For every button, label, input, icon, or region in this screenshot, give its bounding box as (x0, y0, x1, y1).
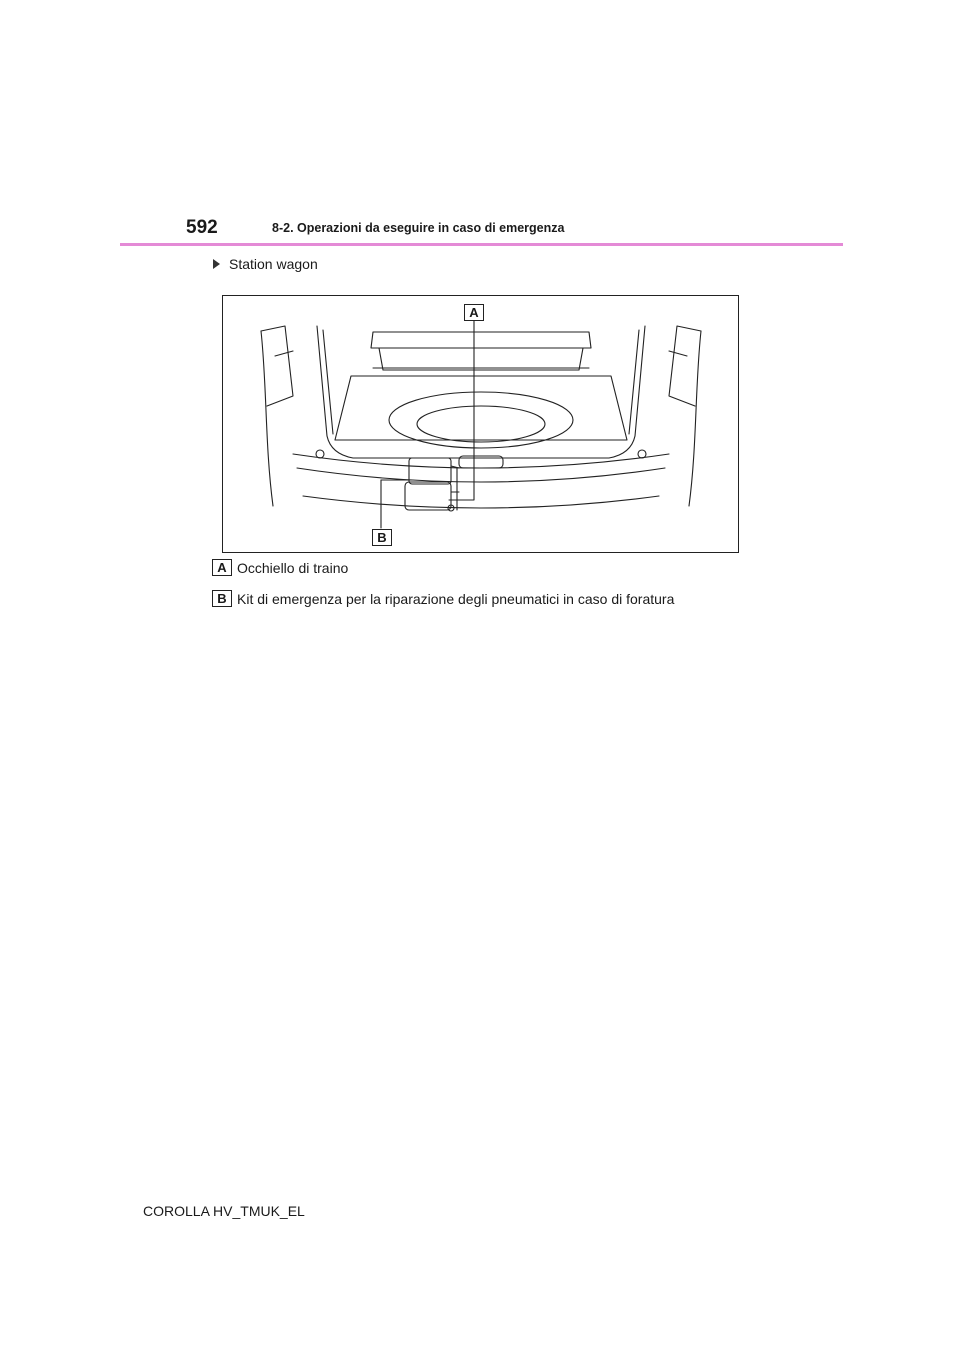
legend-item-b (212, 590, 674, 607)
callout-b: B (372, 529, 392, 546)
legend-badge-b: B (212, 590, 232, 607)
trunk-illustration (222, 295, 739, 553)
variant-heading (213, 256, 318, 272)
section-title: 8-2. Operazioni da eseguire in caso di emergenza (272, 221, 565, 235)
callout-a: A (464, 304, 484, 321)
legend-badge-a: A (212, 559, 232, 576)
footer-model-code: COROLLA HV_TMUK_EL (143, 1203, 305, 1219)
variant-label: Station wagon (229, 256, 318, 272)
page-number: 592 (186, 217, 218, 238)
legend-text-a: Occhiello di traino (237, 559, 349, 576)
legend-item-a (212, 559, 348, 576)
legend-text-b: Kit di emergenza per la riparazione degli pneumatici in caso di foratura (237, 590, 675, 607)
triangle-bullet-icon (213, 259, 220, 269)
header-rule (120, 243, 843, 246)
trunk-line-drawing (223, 296, 739, 553)
